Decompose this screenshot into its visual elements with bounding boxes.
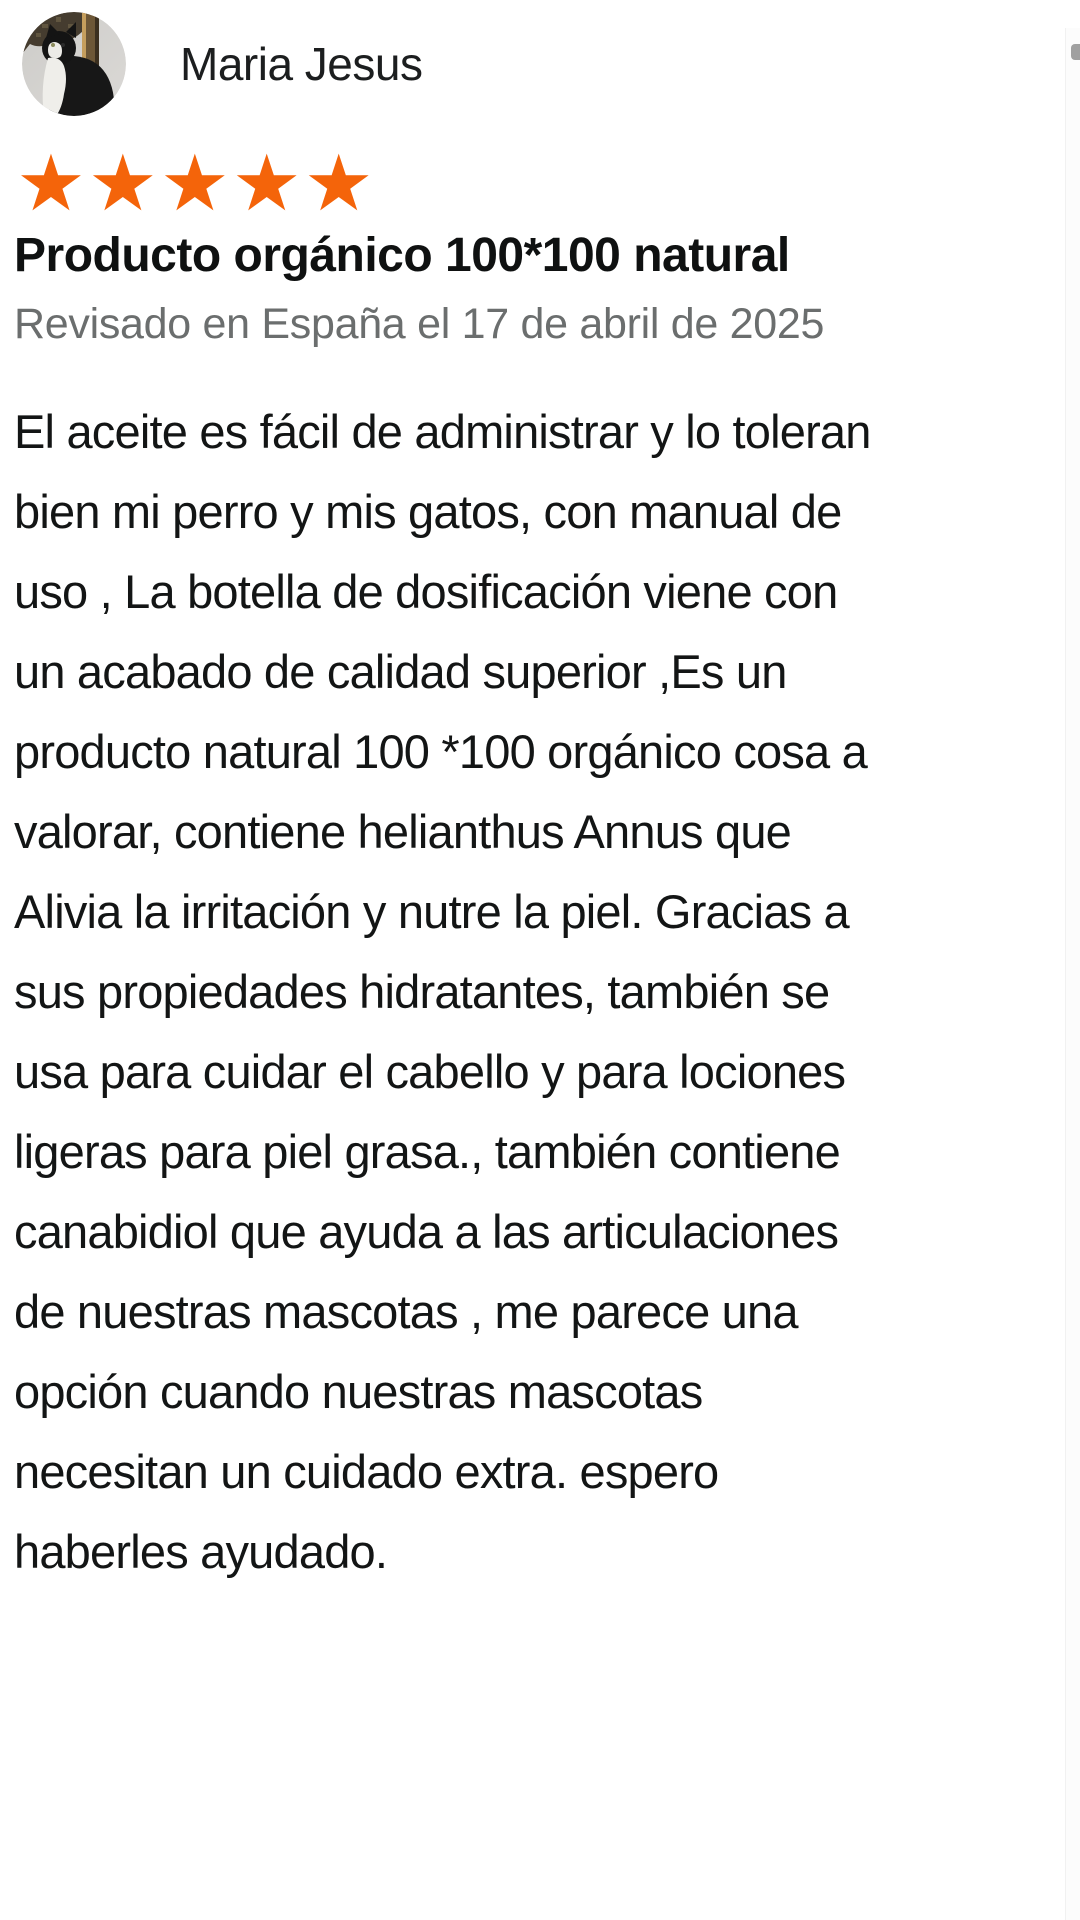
avatar[interactable] <box>22 12 126 116</box>
scrollbar-track[interactable] <box>1065 28 1080 1920</box>
cat-profile-photo-icon <box>22 12 126 116</box>
scrollbar-thumb[interactable] <box>1071 44 1080 60</box>
review-body-line: sus propiedades hidratantes, también se <box>14 965 830 1018</box>
review-body-line: canabidiol que ayuda a las articulaciones <box>14 1205 839 1258</box>
review-body-line: haberles ayudado. <box>14 1525 388 1578</box>
review-body-line: de nuestras mascotas , me parece una <box>14 1285 798 1338</box>
star-rating <box>14 139 1064 227</box>
author-name[interactable]: Maria Jesus <box>180 38 423 90</box>
review-body-line: un acabado de calidad superior ,Es un <box>14 645 787 698</box>
review-body-line: producto natural 100 *100 orgánico cosa a <box>14 725 867 778</box>
review-body-line: usa para cuidar el cabello y para lociones <box>14 1045 846 1098</box>
review-header <box>14 12 1064 116</box>
review-body-line: Alivia la irritación y nutre la piel. Gracias a <box>14 885 849 938</box>
review-date: Revisado en España el 17 de abril de 2025 <box>14 300 825 348</box>
review-body-line: valorar, contiene helianthus Annus que <box>14 805 792 858</box>
review-body-line: opción cuando nuestras mascotas <box>14 1365 703 1418</box>
review-body-line: ligeras para piel grasa., también contiene <box>14 1125 840 1178</box>
review-body-line: El aceite es fácil de administrar y lo toleran <box>14 405 871 458</box>
review-body-line: uso , La botella de dosificación viene con <box>14 565 838 618</box>
review-body <box>14 392 1064 1592</box>
review-title[interactable]: Producto orgánico 100*100 natural <box>14 229 790 282</box>
review-body-line: necesitan un cuidado extra. espero <box>14 1445 719 1498</box>
review-body-line: bien mi perro y mis gatos, con manual de <box>14 485 842 538</box>
star-icons: ★★★★★ <box>16 139 376 227</box>
